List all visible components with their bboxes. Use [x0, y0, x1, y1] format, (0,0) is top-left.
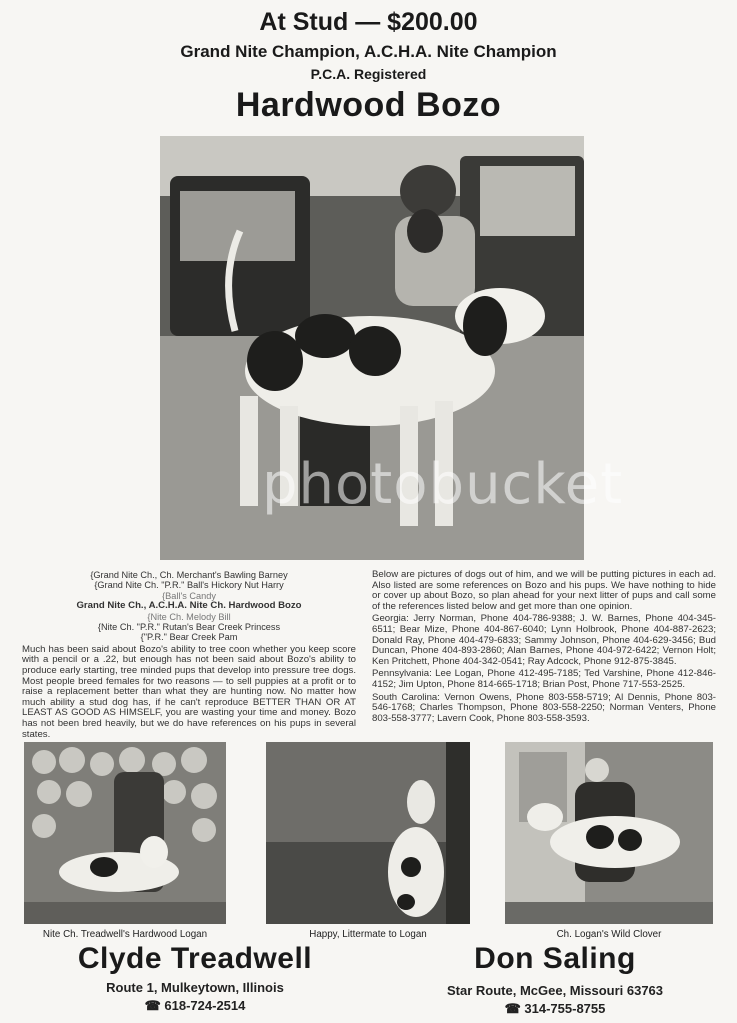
pedigree-line: {"P.R." Bear Creek Pam — [140, 632, 238, 643]
contact-name-saling: Don Saling — [474, 942, 636, 975]
photo-logan — [24, 742, 226, 924]
pedigree-line: {Grand Nite Ch., Ch. Merchant's Bawling Barney — [90, 570, 288, 580]
right-column — [372, 570, 716, 740]
pedigree-line: {Ball's Candy — [162, 590, 216, 601]
pedigree — [22, 570, 356, 643]
ad-subtitle: Grand Nite Champion, A.C.H.A. Nite Champion — [180, 42, 557, 61]
pedigree-main-line: Grand Nite Ch., A.C.H.A. Nite Ch. Hardwood Bozo — [76, 600, 302, 612]
dog-name-title: Hardwood Bozo — [235, 86, 502, 124]
main-photo — [160, 136, 584, 560]
pedigree-line: {Grand Nite Ch. "P.R." Ball's Hickory Nut Harry — [94, 580, 284, 591]
right-intro-text: Below are pictures of dogs out of him, and we will be putting pictures in each ad. Also listed are some references on Bozo and his pups. We have nothing to hide or cover up about Bozo, so plan ahead for your next litter of pups and call some of the references listed below and get more than one opinion. — [372, 570, 716, 612]
contact-address-saling: Star Route, McGee, Missouri 63763 — [446, 983, 664, 998]
contact-phone-saling: ☎ 314-755-8755 — [504, 1001, 606, 1016]
photo-clover — [505, 742, 713, 924]
left-column — [22, 570, 356, 738]
contact-phone-treadwell: ☎ 618-724-2514 — [144, 998, 246, 1013]
left-body-text: Much has been said about Bozo's ability to tree coon whether you keep score with a pencil or a .22, but enough has not been said about Bozo's ability to produce early starting, tree minded pups that develop into pressure tree dogs. Most people breed females for two reasons — to sell puppies at a profit or to raise a replacement better than what they are hunting now. No matter how much ability a stud dog has, if he can't reproduce BETTER THAN OR AT LEAST AS GOOD AS HIMSELF, you are wasting your time and money. Bozo has not been bred heavily, but we do have references on his pups in several states. — [22, 643, 356, 738]
pedigree-line: {Nite Ch. Melody Bill — [147, 611, 231, 622]
photo-happy — [266, 742, 470, 924]
contact-address-treadwell: Route 1, Mulkeytown, Illinois — [106, 980, 284, 995]
references-georgia: Georgia: Jerry Norman, Phone 404-786-9388; J. W. Barnes, Phone 404-345-6511; Bear Mize, Phone 404-867-6040; Lynn Holbrook, Phone 404-887-2623; Donald Ray, Phone 404-479-6833; Sammy Johnson, Phone 404-629-3456; Bud Duncan, Phone 404-893-2860; Alan Barnes, Phone 404-972-6422; Vernon Holt; Ken Pritchett, Phone 404-342-0541; Ray Adcock, Phone 912-875-3845. — [372, 613, 716, 667]
contact-name-treadwell: Clyde Treadwell — [77, 942, 313, 975]
caption-happy: Happy, Littermate to Logan — [309, 929, 427, 940]
ad-headline: At Stud — $200.00 — [259, 8, 478, 36]
pedigree-line: {Nite Ch. "P.R." Rutan's Bear Creek Princess — [97, 622, 281, 633]
caption-logan: Nite Ch. Treadwell's Hardwood Logan — [42, 929, 208, 940]
watermark-text: photobucket — [262, 452, 624, 517]
references-south-carolina: South Carolina: Vernon Owens, Phone 803-558-5719; Al Dennis, Phone 803-546-1768; Charles Thompson, Phone 803-558-2250; Norman Venters, Phone 803-558-3777; Lavern Cook, Phone 803-558-3593. — [372, 691, 716, 724]
references-pennsylvania: Pennsylvania: Lee Logan, Phone 412-495-7185; Ted Varshine, Phone 412-846-4152; Jim Upton, Phone 814-665-1718; Brian Post, Phone 717-553-2525. — [372, 668, 716, 690]
registration-line: P.C.A. Registered — [310, 66, 427, 82]
caption-clover: Ch. Logan's Wild Clover — [556, 929, 662, 940]
